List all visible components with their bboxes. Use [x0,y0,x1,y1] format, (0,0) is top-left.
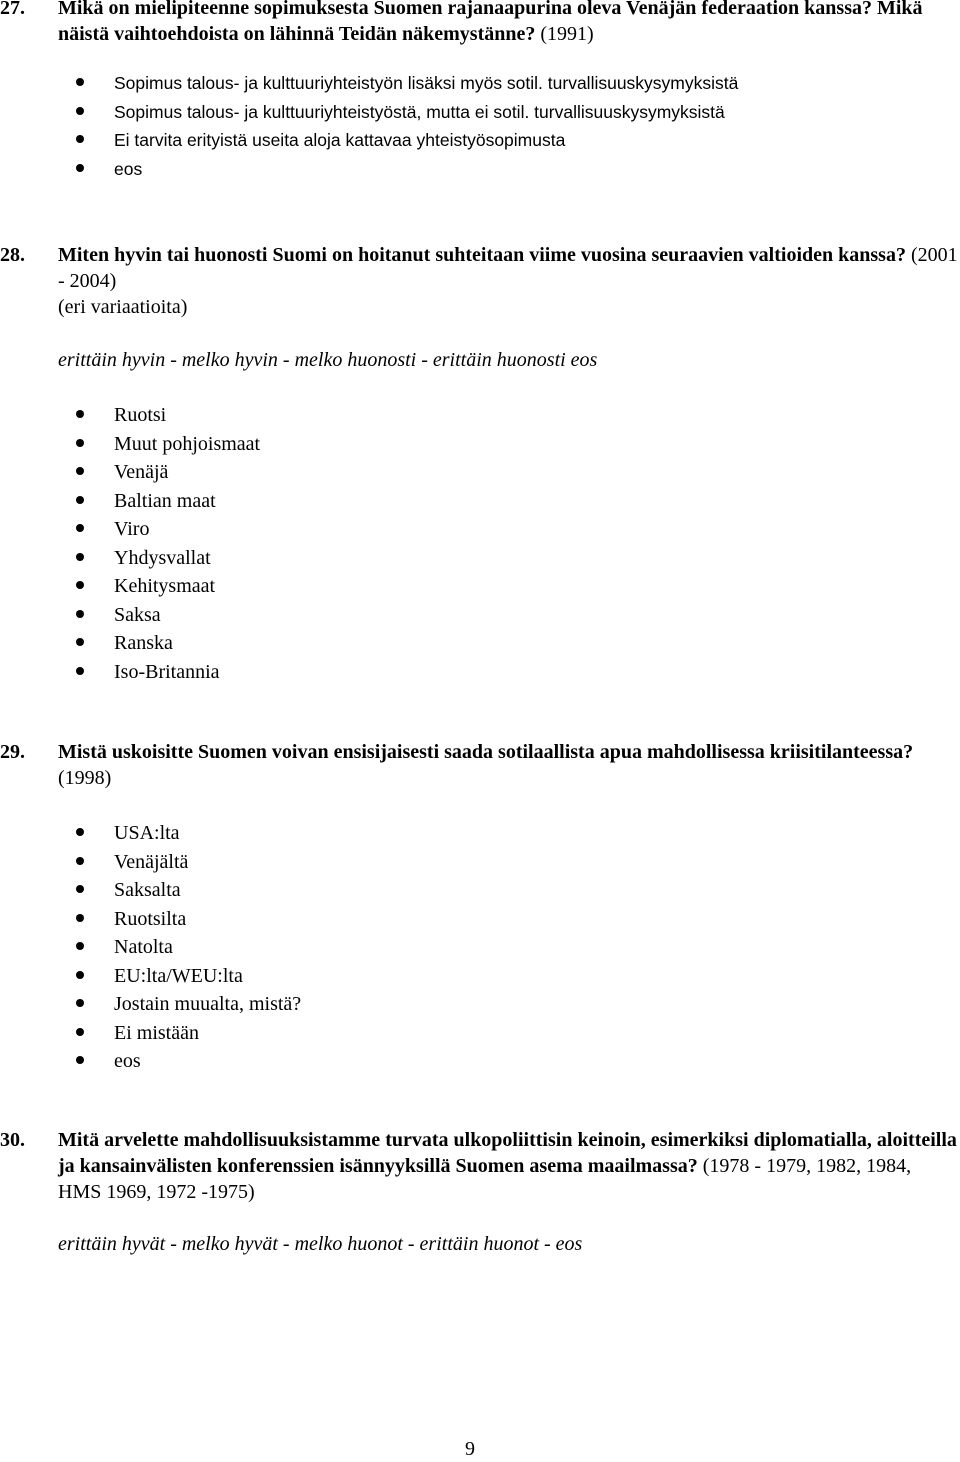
list-item: Iso-Britannia [0,658,958,687]
bullet-icon [76,942,84,950]
bullet-icon [76,638,84,646]
list-item: Jostain muualta, mistä? [0,990,958,1019]
list-item: Ruotsi [0,401,958,430]
question-29-options [0,819,958,1076]
bullet-icon [76,410,84,418]
list-item: Viro [0,515,958,544]
list-item: Natolta [0,933,958,962]
question-29-year: (1998) [58,767,112,789]
bullet-icon [76,828,84,836]
bullet-icon [76,135,84,143]
question-number: 29. [0,741,25,763]
bullet-icon [76,496,84,504]
list-item: Muut pohjoismaat [0,430,958,459]
question-27-options [0,69,958,183]
bullet-icon [76,999,84,1007]
bullet-icon [76,524,84,532]
bullet-icon [76,164,84,172]
question-27-header [0,0,958,47]
list-item: Ruotsilta [0,905,958,934]
bullet-icon [76,1056,84,1064]
question-30-scale: erittäin hyvät - melko hyvät - melko huonot - erittäin huonot - eos [58,1233,583,1255]
list-item: Saksa [0,601,958,630]
list-item: Saksalta [0,876,958,905]
question-30 [0,1127,958,1257]
question-27-text: Mikä on mielipiteenne sopimuksesta Suomen rajanaapurina oleva Venäjän federaation kanssa? Mikä näistä vaihtoehdoista on lähinnä Teidän näkemystänne? [58,0,923,45]
bullet-icon [76,610,84,618]
list-item: Sopimus talous- ja kulttuuriyhteistyöstä, mutta ei sotil. turvallisuuskysymyksistä [0,98,958,127]
question-text [58,1127,958,1205]
question-number: 27. [0,0,25,19]
question-28-header [0,242,958,294]
bullet-icon [76,439,84,447]
list-item: EU:lta/WEU:lta [0,962,958,991]
question-28-note: (eri variaatioita) [58,296,188,318]
bullet-icon [76,667,84,675]
bullet-icon [76,581,84,589]
question-number: 28. [0,244,25,266]
bullet-icon [76,467,84,475]
list-item: Kehitysmaat [0,572,958,601]
list-item: Sopimus talous- ja kulttuuriyhteistyön lisäksi myös sotil. turvallisuuskysymyksistä [0,69,958,98]
bullet-icon [76,857,84,865]
list-item: Venäjä [0,458,958,487]
question-29-text: Mistä uskoisitte Suomen voivan ensisijaisesti saada sotilaallista apua mahdollisessa kriisitilanteessa? [58,741,914,763]
question-28-text: Miten hyvin tai huonosti Suomi on hoitanut suhteitaan viime vuosina seuraavien valtioiden kanssa? [58,244,906,266]
bullet-icon [76,553,84,561]
question-text [58,0,958,47]
list-item: Yhdysvallat [0,544,958,573]
list-item: eos [0,155,958,184]
page-number: 9 [465,1438,475,1460]
bullet-icon [76,971,84,979]
question-28 [0,242,958,686]
bullet-icon [76,1028,84,1036]
list-item: Ei tarvita erityistä useita aloja kattavaa yhteistyösopimusta [0,126,958,155]
question-28-options [0,401,958,686]
list-item: Ranska [0,629,958,658]
list-item: eos [0,1047,958,1076]
question-30-year: (1978 - 1979, 1982, 1984, HMS 1969, 1972 -1975) [58,1155,912,1203]
list-item: Venäjältä [0,848,958,877]
list-item: Ei mistään [0,1019,958,1048]
list-item: Baltian maat [0,487,958,516]
question-number: 30. [0,1129,25,1151]
bullet-icon [76,78,84,86]
question-30-header [0,1127,958,1205]
question-28-scale: erittäin hyvin - melko hyvin - melko huonosti - erittäin huonosti eos [58,349,598,371]
bullet-icon [76,107,84,115]
bullet-icon [76,885,84,893]
list-item: USA:lta [0,819,958,848]
question-27 [0,0,958,183]
bullet-icon [76,914,84,922]
question-text [58,242,958,294]
question-28-year: (2001 - 2004) [58,244,958,292]
question-27-year: (1991) [540,23,594,45]
question-29 [0,739,958,1076]
question-text [58,739,958,791]
question-29-header [0,739,958,791]
question-30-text: Mitä arvelette mahdollisuuksistamme turvata ulkopoliittisin keinoin, esimerkiksi diplomatialla, aloitteilla ja kansainvälisten konferenssien isännyyksillä Suomen asema maailmassa? [58,1129,957,1177]
